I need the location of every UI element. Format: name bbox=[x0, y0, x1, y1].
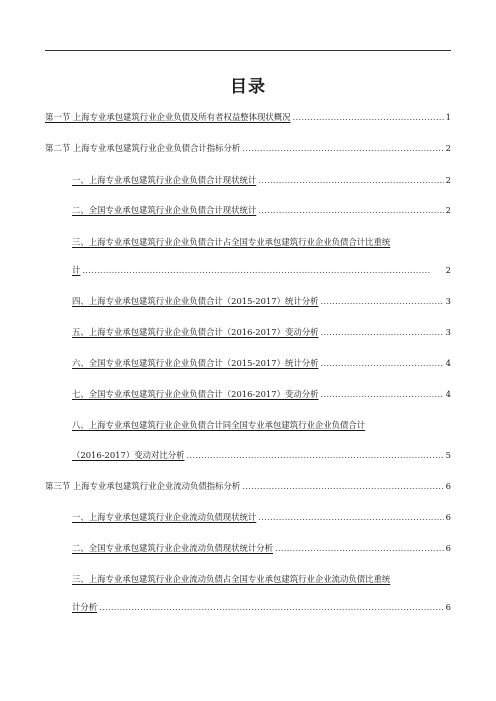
toc-entry-text: 第三节 上海专业承包建筑行业企业流动负债指标分析 bbox=[45, 481, 241, 491]
toc-leader-dots bbox=[186, 449, 443, 461]
toc-entry-text: 第一节 上海专业承包建筑行业企业负债及所有者权益整体现状概况 bbox=[45, 112, 291, 122]
toc-page-number: 6 bbox=[445, 481, 451, 491]
toc-entry-2-2[interactable] bbox=[72, 204, 451, 216]
toc-entry-text: 六、全国专业承包建筑行业企业负债合计（2015-2017）统计分析 bbox=[72, 358, 319, 368]
toc-entry-text-line1: 三、上海专业承包建筑行业企业负债合计占全国专业承包建筑行业企业负债合计比重统 bbox=[72, 237, 391, 247]
toc-page-number: 3 bbox=[445, 296, 451, 306]
toc-entry-2-7[interactable] bbox=[72, 388, 451, 400]
toc-entry-3-3[interactable] bbox=[72, 573, 451, 585]
toc-leader-dots bbox=[293, 111, 444, 123]
toc-entry-text: 二、全国专业承包建筑行业企业负债合计现状统计 bbox=[72, 205, 257, 215]
toc-entry-text-line1: 八、上海专业承包建筑行业企业负债合计同全国专业承包建筑行业企业负债合计 bbox=[72, 420, 366, 430]
toc-page-number: 2 bbox=[445, 143, 451, 153]
toc-entry-2-5[interactable] bbox=[72, 326, 451, 338]
toc-entry-3-3-continued[interactable] bbox=[72, 601, 451, 613]
toc-entry-2-6[interactable] bbox=[72, 357, 451, 369]
toc-page-number: 5 bbox=[445, 450, 451, 460]
toc-page-number: 6 bbox=[445, 512, 451, 522]
toc-leader-dots bbox=[258, 204, 443, 216]
toc-leader-dots bbox=[242, 480, 443, 492]
toc-leader-dots bbox=[320, 295, 443, 307]
header-rule bbox=[45, 50, 451, 51]
toc-entry-text: 一、上海专业承包建筑行业企业流动负债现状统计 bbox=[72, 512, 257, 522]
toc-entry-text-line1: 三、上海专业承包建筑行业企业流动负债占全国专业承包建筑行业企业流动负债比重统 bbox=[72, 574, 391, 584]
toc-entry-section-2[interactable] bbox=[45, 142, 451, 154]
toc-page-number: 4 bbox=[445, 389, 451, 399]
toc-leader-dots bbox=[82, 264, 443, 276]
toc-page-number: 2 bbox=[445, 205, 451, 215]
toc-leader-dots bbox=[320, 357, 443, 369]
toc-entry-2-4[interactable] bbox=[72, 295, 451, 307]
toc-leader-dots bbox=[99, 601, 444, 613]
toc-leader-dots bbox=[258, 174, 443, 186]
toc-entry-text: 五、上海专业承包建筑行业企业负债合计（2016-2017）变动分析 bbox=[72, 327, 319, 337]
toc-entry-3-2[interactable] bbox=[72, 542, 451, 554]
toc-entry-2-8[interactable] bbox=[72, 419, 451, 431]
toc-entry-text-line2: 计分析 bbox=[72, 602, 98, 612]
toc-entry-2-3-continued[interactable] bbox=[72, 264, 451, 276]
toc-entry-section-3[interactable] bbox=[45, 480, 451, 492]
toc-entry-2-3[interactable] bbox=[72, 236, 451, 248]
toc-title: 目录 bbox=[230, 77, 266, 97]
toc-entry-text: 四、上海专业承包建筑行业企业负债合计（2015-2017）统计分析 bbox=[72, 296, 319, 306]
toc-leader-dots bbox=[258, 511, 443, 523]
toc-page-number: 2 bbox=[445, 265, 451, 275]
toc-page-number: 6 bbox=[445, 543, 451, 553]
toc-page-number: 2 bbox=[445, 175, 451, 185]
toc-entry-text: 一、上海专业承包建筑行业企业负债合计现状统计 bbox=[72, 175, 257, 185]
toc-page-number: 1 bbox=[445, 112, 451, 122]
toc-leader-dots bbox=[320, 326, 443, 338]
toc-leader-dots bbox=[275, 542, 444, 554]
toc-entry-2-8-continued[interactable] bbox=[72, 449, 451, 461]
toc-entry-text-line2: 计 bbox=[72, 265, 81, 275]
toc-entry-3-1[interactable] bbox=[72, 511, 451, 523]
toc-entry-text: 第二节 上海专业承包建筑行业企业负债合计指标分析 bbox=[45, 143, 241, 153]
toc-entry-2-1[interactable] bbox=[72, 174, 451, 186]
toc-leader-dots bbox=[242, 142, 443, 154]
toc-page-number: 3 bbox=[445, 327, 451, 337]
toc-entry-section-1[interactable] bbox=[45, 111, 451, 123]
toc-page-number: 6 bbox=[445, 602, 451, 612]
toc-leader-dots bbox=[320, 388, 443, 400]
toc-entry-text: 二、全国专业承包建筑行业企业流动负债现状统计分析 bbox=[72, 543, 273, 553]
toc-entry-text: 七、全国专业承包建筑行业企业负债合计（2016-2017）变动分析 bbox=[72, 389, 319, 399]
toc-entry-text-line2: （2016-2017）变动对比分析 bbox=[72, 450, 185, 460]
toc-page-number: 4 bbox=[445, 358, 451, 368]
